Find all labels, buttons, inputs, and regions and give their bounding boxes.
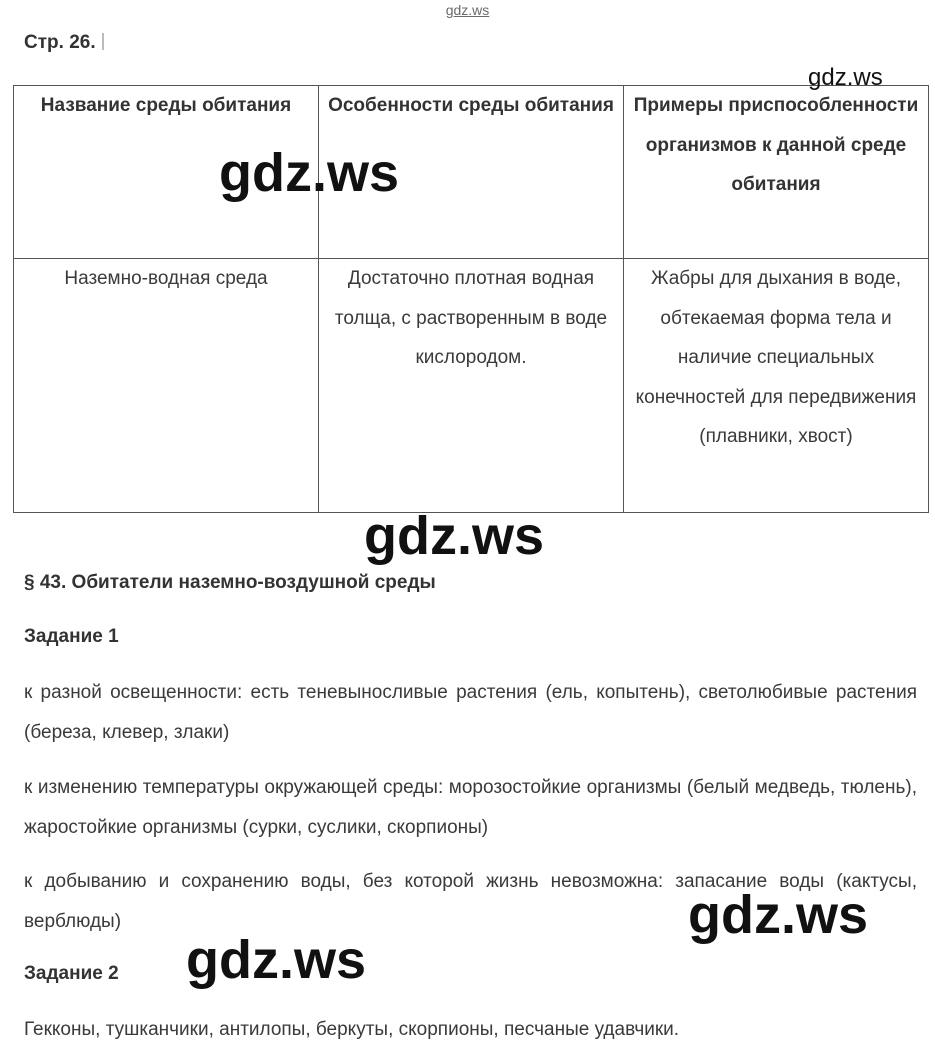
section-title: § 43. Обитатели наземно-воздушной среды <box>24 572 436 593</box>
task-1-paragraph: к добыванию и сохранению воды, без которой жизнь невозможна: запасание воды (кактусы, верблюды) <box>24 871 917 932</box>
table-header-cell: Особенности среды обитания <box>319 86 624 259</box>
page-heading <box>24 32 104 54</box>
table-header-cell: Примеры приспособленности организмов к данной среде обитания <box>624 86 929 259</box>
watermark: gdz.ws <box>364 506 545 566</box>
watermark: gdz.ws <box>186 930 367 990</box>
habitat-table <box>13 85 929 513</box>
task-1-title: Задание 1 <box>24 626 119 647</box>
watermark: gdz.ws <box>219 143 400 203</box>
table-header-row <box>14 86 929 259</box>
task-2-title: Задание 2 <box>24 963 119 984</box>
watermark-small: gdz.ws <box>808 64 883 91</box>
table-cell: Жабры для дыхания в воде, обтекаемая форма тела и наличие специальных конечностей для передвижения (плавники, хвост) <box>624 259 929 513</box>
table-cell: Достаточно плотная водная толща, с растворенным в воде кислородом. <box>319 259 624 513</box>
watermark: gdz.ws <box>688 885 869 945</box>
top-watermark-link[interactable]: gdz.ws <box>445 2 490 18</box>
table-cell: Наземно-водная среда <box>14 259 319 513</box>
text-cursor <box>102 33 104 50</box>
table-header-cell: Название среды обитания <box>14 86 319 259</box>
task-1-paragraph: к изменению температуры окружающей среды: морозостойкие организмы (белый медведь, тюлень), жаростойкие организмы (сурки, суслики, скорпионы) <box>24 777 917 838</box>
task-1-paragraph: к разной освещенности: есть теневыносливые растения (ель, копытень), светолюбивые растения (береза, клевер, злаки) <box>24 682 917 743</box>
task-2-text: Гекконы, тушканчики, антилопы, беркуты, скорпионы, песчаные удавчики. <box>24 1019 680 1040</box>
page-heading-text: Стр. 26. <box>24 32 96 53</box>
table-row <box>14 259 929 513</box>
